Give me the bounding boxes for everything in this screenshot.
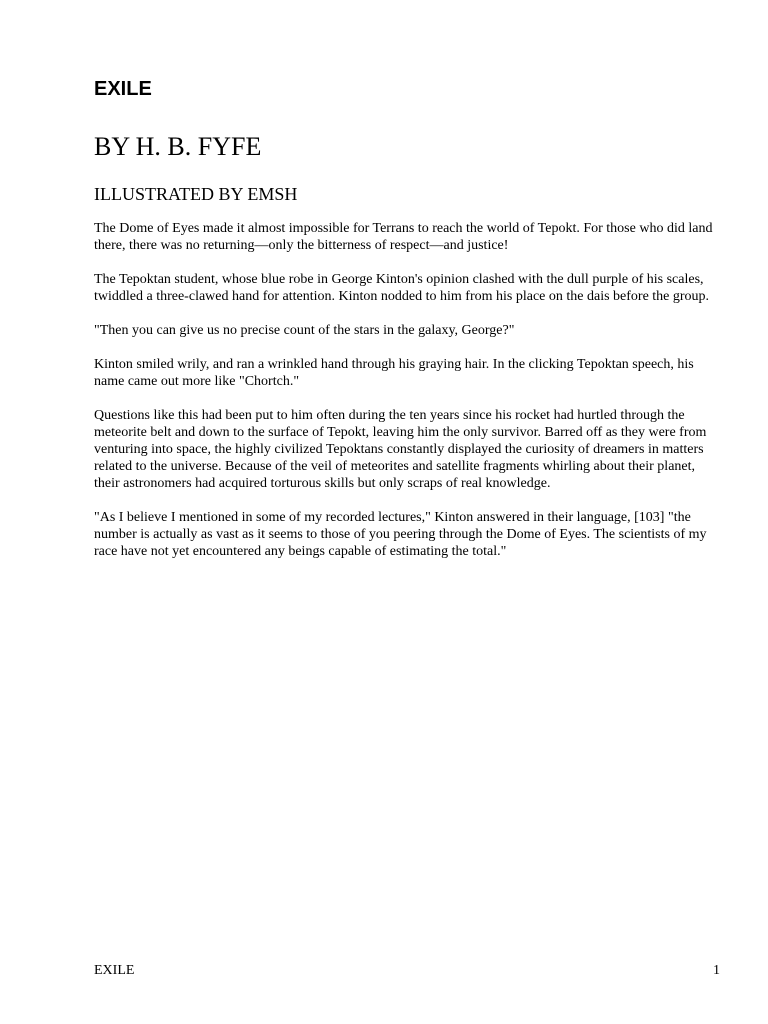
paragraph: The Tepoktan student, whose blue robe in George Kinton's opinion clashed with the dull purple of his scales, twiddled a three-clawed hand for attention. Kinton nodded to him from his place on the dais before the group.	[94, 272, 710, 304]
footer-page-number: 1	[713, 963, 720, 978]
body-text	[94, 220, 724, 577]
paragraph: The Dome of Eyes made it almost impossible for Terrans to reach the world of Tepokt. For those who did land there, there was no returning—only the bitterness of respect—and justice!	[94, 221, 713, 253]
paragraph: "Then you can give us no precise count of the stars in the galaxy, George?"	[94, 323, 515, 338]
illustrator-credit: ILLUSTRATED BY EMSH	[94, 184, 298, 204]
paragraph: "As I believe I mentioned in some of my recorded lectures," Kinton answered in their language, [103] "the number is actually as vast as it seems to those of you peering through the Dome of Eyes. The scientists of my race have not yet encountered any beings capable of estimating the total."	[94, 510, 707, 559]
footer-running-title: EXILE	[94, 963, 135, 978]
document-title: EXILE	[94, 78, 152, 100]
paragraph: Questions like this had been put to him often during the ten years since his rocket had hurtled through the meteorite belt and down to the surface of Tepokt, leaving him the only survivor. Barred off as they were from venturing into space, the highly civilized Tepoktans constantly displayed the curiosity of dreamers in matters related to the universe. Because of the veil of meteorites and satellite fragments whirling about their planet, their astronomers had acquired torturous skills but only scraps of real knowledge.	[94, 408, 707, 491]
author-byline: BY H. B. FYFE	[94, 132, 262, 161]
paragraph: Kinton smiled wrily, and ran a wrinkled hand through his graying hair. In the clicking Tepoktan speech, his name came out more like "Chortch."	[94, 357, 694, 389]
